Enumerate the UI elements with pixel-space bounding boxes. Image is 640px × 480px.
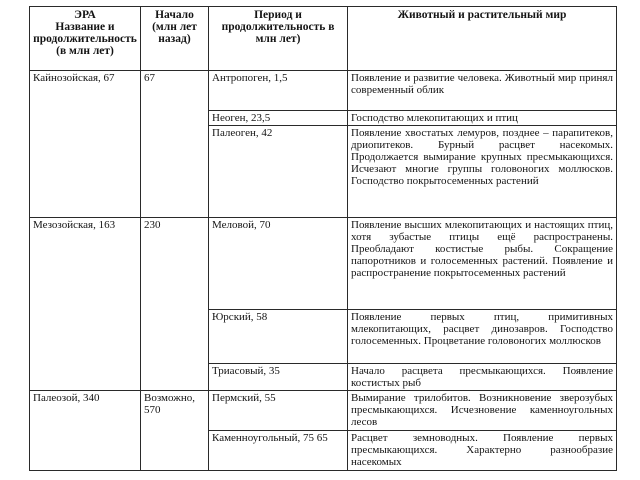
era-start-cell: 230 xyxy=(141,218,209,391)
geologic-time-table xyxy=(29,6,617,471)
life-cell: Появление хвостатых лемуров, позднее – парапитеков, дриопитеков. Бурный расцвет насекомых. Продолжается вымирание крупных пресмыкающихся. Исчезают многие группы головоногих моллюсков. Господство покрытосеменных растений xyxy=(348,126,617,218)
header-life: Животный и растительный мир xyxy=(348,7,617,71)
era-start-cell: 67 xyxy=(141,71,209,218)
header-period: Период и продолжительность в млн лет) xyxy=(209,7,348,71)
era-start-cell: Возможно, 570 xyxy=(141,391,209,471)
header-era-subtitle: Название и продолжительность (в млн лет) xyxy=(33,21,137,57)
header-era-title: ЭРА xyxy=(74,9,96,21)
life-cell: Начало расцвета пресмыкающихся. Появление костистых рыб xyxy=(348,364,617,391)
life-cell: Расцвет земноводных. Появление первых пресмыкающихся. Характерно разнообразие насекомых xyxy=(348,431,617,471)
table-row xyxy=(30,71,617,111)
period-cell: Каменноугольный, 75 65 xyxy=(209,431,348,471)
header-era xyxy=(30,7,141,71)
period-cell: Триасовый, 35 xyxy=(209,364,348,391)
era-name-cell: Кайнозойская, 67 xyxy=(30,71,141,218)
life-cell: Господство млекопитающих и птиц xyxy=(348,111,617,126)
period-cell: Меловой, 70 xyxy=(209,218,348,310)
life-cell: Появление и развитие человека. Животный мир принял современный облик xyxy=(348,71,617,111)
header-start: Начало (млн лет назад) xyxy=(141,7,209,71)
life-cell: Появление первых птиц, примитивных млекопитающих, расцвет динозавров. Господство голосеменных. Процветание головоногих моллюсков xyxy=(348,310,617,364)
table-row xyxy=(30,218,617,310)
era-name-cell: Мезозойская, 163 xyxy=(30,218,141,391)
period-cell: Палеоген, 42 xyxy=(209,126,348,218)
era-name-cell: Палеозой, 340 xyxy=(30,391,141,471)
period-cell: Юрский, 58 xyxy=(209,310,348,364)
period-cell: Пермский, 55 xyxy=(209,391,348,431)
table-header-row xyxy=(30,7,617,71)
life-cell: Появление высших млекопитающих и настоящих птиц, хотя зубастые птицы ещё распространены. Преобладают костистые рыбы. Сокращение папоротников и голосеменных растений. Появление и распространение покрытосеменных растений xyxy=(348,218,617,310)
period-cell: Антропоген, 1,5 xyxy=(209,71,348,111)
period-cell: Неоген, 23,5 xyxy=(209,111,348,126)
table-row xyxy=(30,391,617,431)
life-cell: Вымирание трилобитов. Возникновение зверозубых пресмыкающихся. Исчезновение каменноугольных лесов xyxy=(348,391,617,431)
